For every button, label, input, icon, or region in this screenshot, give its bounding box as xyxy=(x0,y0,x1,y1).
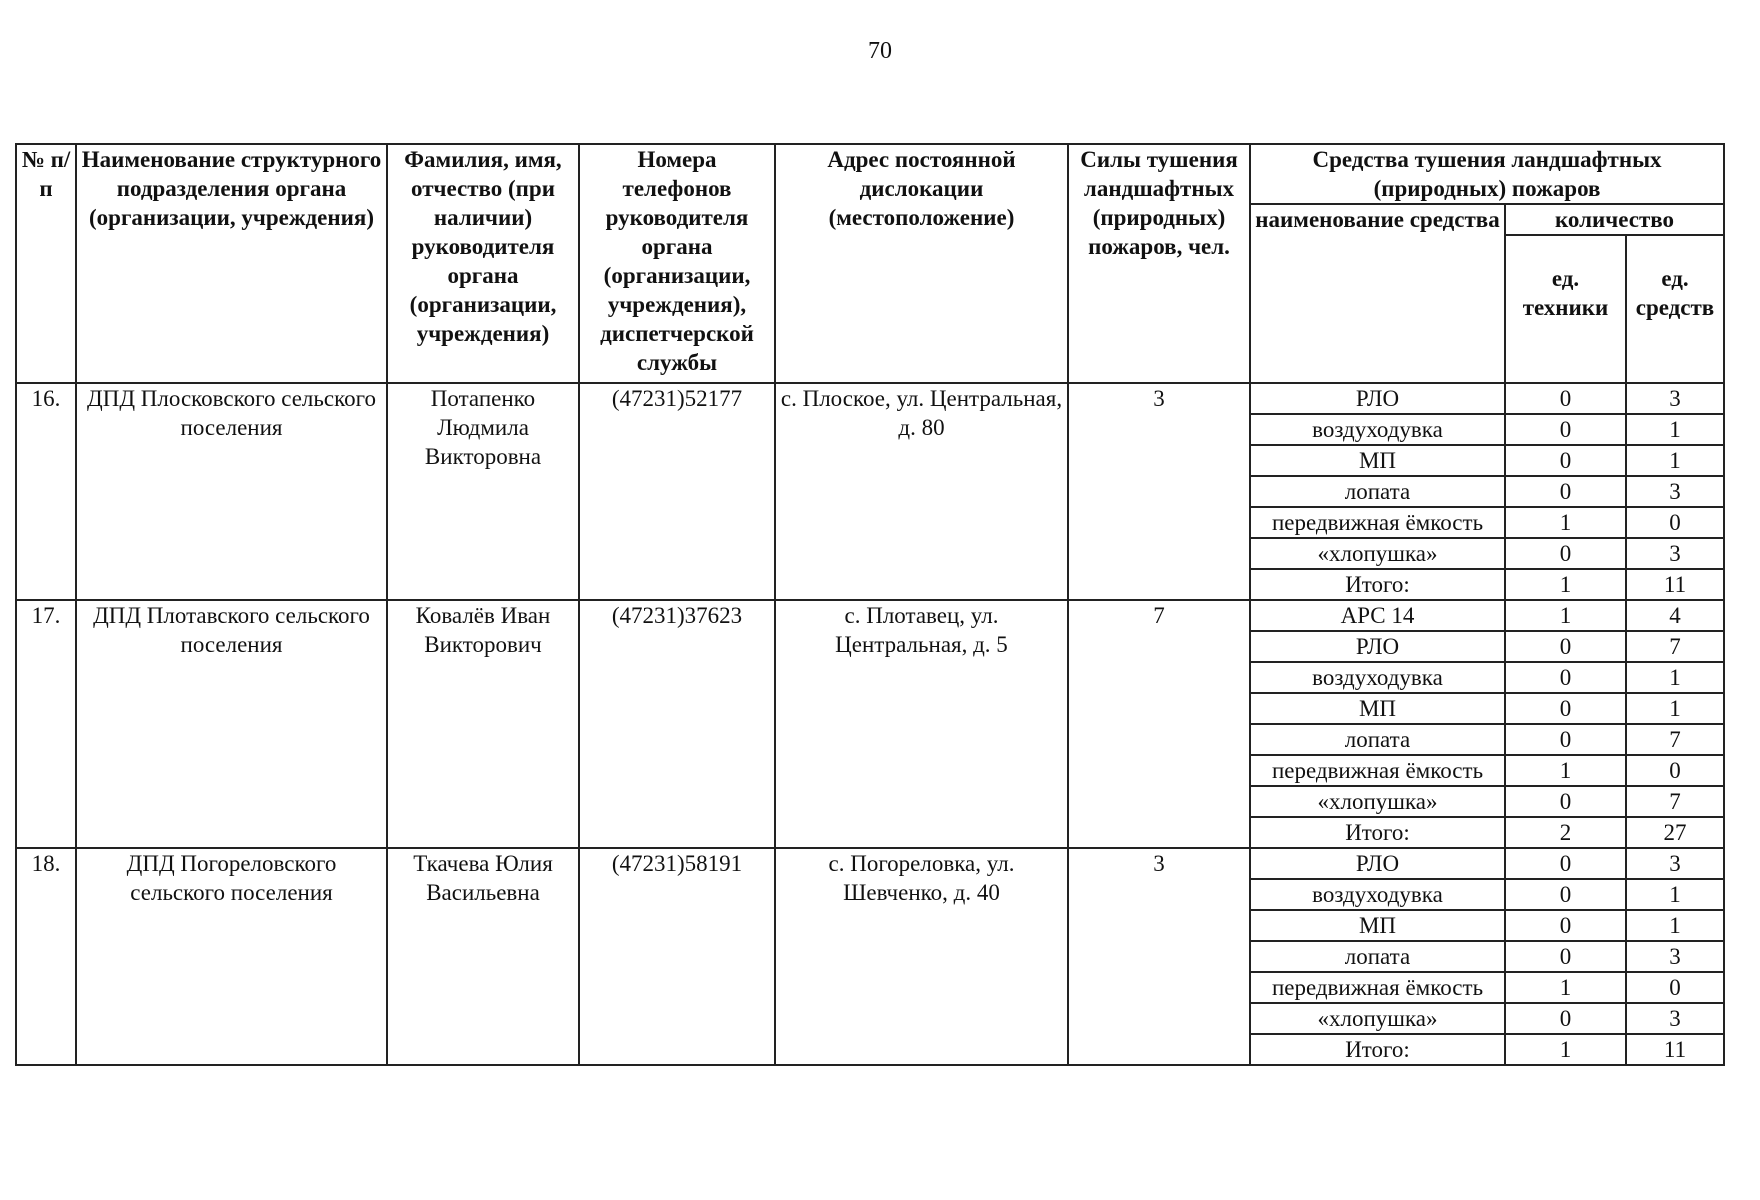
header-head: Фамилия, имя, отчество (при наличии) руководителя органа (организации, учреждения) xyxy=(387,144,579,383)
header-address: Адрес постоянной дислокации (местоположение) xyxy=(775,144,1068,383)
total-tech: 1 xyxy=(1505,1034,1626,1065)
means-name: РЛО xyxy=(1250,383,1505,414)
qty-means: 1 xyxy=(1626,445,1724,476)
qty-means: 4 xyxy=(1626,600,1724,631)
qty-means: 0 xyxy=(1626,972,1724,1003)
unit-name: ДПД Погореловского сельского поселения xyxy=(76,848,387,1065)
total-tech: 2 xyxy=(1505,817,1626,848)
qty-means: 1 xyxy=(1626,662,1724,693)
qty-tech: 1 xyxy=(1505,972,1626,1003)
header-phones: Номера телефонов руководителя органа (организации, учреждения), диспетчерской службы xyxy=(579,144,775,383)
qty-means: 1 xyxy=(1626,693,1724,724)
qty-means: 7 xyxy=(1626,724,1724,755)
qty-tech: 0 xyxy=(1505,476,1626,507)
head-name: Ковалёв Иван Викторович xyxy=(387,600,579,848)
means-name: «хлопушка» xyxy=(1250,786,1505,817)
qty-tech: 0 xyxy=(1505,693,1626,724)
qty-tech: 0 xyxy=(1505,1003,1626,1034)
phone-number: (47231)37623 xyxy=(579,600,775,848)
header-means-name: наименование средства xyxy=(1250,204,1505,383)
qty-tech: 0 xyxy=(1505,383,1626,414)
means-name: передвижная ёмкость xyxy=(1250,972,1505,1003)
qty-tech: 0 xyxy=(1505,414,1626,445)
means-name: МП xyxy=(1250,910,1505,941)
row-number: 16. xyxy=(16,383,76,600)
forces-count: 7 xyxy=(1068,600,1250,848)
total-tech: 1 xyxy=(1505,569,1626,600)
qty-means: 3 xyxy=(1626,383,1724,414)
means-name: лопата xyxy=(1250,941,1505,972)
header-qty-tech: ед. техники xyxy=(1505,235,1626,383)
head-name: Ткачева Юлия Васильевна xyxy=(387,848,579,1065)
head-name: Потапенко Людмила Викторовна xyxy=(387,383,579,600)
qty-tech: 0 xyxy=(1505,631,1626,662)
means-name: МП xyxy=(1250,445,1505,476)
means-name: лопата xyxy=(1250,724,1505,755)
qty-means: 3 xyxy=(1626,848,1724,879)
header-quantity: количество xyxy=(1505,204,1724,235)
qty-tech: 0 xyxy=(1505,445,1626,476)
means-name: РЛО xyxy=(1250,631,1505,662)
address: с. Плотавец, ул. Центральная, д. 5 xyxy=(775,600,1068,848)
table-header xyxy=(16,144,1724,383)
qty-tech: 0 xyxy=(1505,848,1626,879)
header-qty-means: ед. средств xyxy=(1626,235,1724,383)
address: с. Погореловка, ул. Шевченко, д. 40 xyxy=(775,848,1068,1065)
total-label: Итого: xyxy=(1250,569,1505,600)
qty-tech: 0 xyxy=(1505,724,1626,755)
row-number: 18. xyxy=(16,848,76,1065)
means-name: АРС 14 xyxy=(1250,600,1505,631)
total-means: 11 xyxy=(1626,569,1724,600)
qty-means: 0 xyxy=(1626,755,1724,786)
qty-means: 3 xyxy=(1626,538,1724,569)
table-row xyxy=(16,600,1724,631)
row-number: 17. xyxy=(16,600,76,848)
means-name: воздуходувка xyxy=(1250,879,1505,910)
table-row xyxy=(16,383,1724,414)
address: с. Плоское, ул. Центральная, д. 80 xyxy=(775,383,1068,600)
forces-count: 3 xyxy=(1068,848,1250,1065)
means-name: «хлопушка» xyxy=(1250,1003,1505,1034)
means-name: МП xyxy=(1250,693,1505,724)
qty-means: 1 xyxy=(1626,414,1724,445)
header-num: № п/п xyxy=(16,144,76,383)
total-means: 27 xyxy=(1626,817,1724,848)
header-forces: Силы тушения ландшафтных (природных) пожаров, чел. xyxy=(1068,144,1250,383)
qty-tech: 0 xyxy=(1505,879,1626,910)
qty-tech: 0 xyxy=(1505,662,1626,693)
total-label: Итого: xyxy=(1250,1034,1505,1065)
phone-number: (47231)52177 xyxy=(579,383,775,600)
qty-means: 7 xyxy=(1626,786,1724,817)
means-name: передвижная ёмкость xyxy=(1250,755,1505,786)
header-unit: Наименование структурного подразделения органа (организации, учреждения) xyxy=(76,144,387,383)
qty-means: 0 xyxy=(1626,507,1724,538)
means-name: передвижная ёмкость xyxy=(1250,507,1505,538)
fire-means-table xyxy=(15,143,1725,1066)
means-name: лопата xyxy=(1250,476,1505,507)
qty-tech: 0 xyxy=(1505,910,1626,941)
phone-number: (47231)58191 xyxy=(579,848,775,1065)
qty-means: 7 xyxy=(1626,631,1724,662)
means-name: воздуходувка xyxy=(1250,414,1505,445)
page-number: 70 xyxy=(868,38,892,64)
qty-tech: 1 xyxy=(1505,600,1626,631)
table-row xyxy=(16,848,1724,879)
qty-means: 3 xyxy=(1626,476,1724,507)
total-means: 11 xyxy=(1626,1034,1724,1065)
table-body xyxy=(16,383,1724,1065)
unit-name: ДПД Плосковского сельского поселения xyxy=(76,383,387,600)
qty-tech: 1 xyxy=(1505,507,1626,538)
unit-name: ДПД Плотавского сельского поселения xyxy=(76,600,387,848)
header-means: Средства тушения ландшафтных (природных) пожаров xyxy=(1250,144,1724,204)
qty-means: 3 xyxy=(1626,1003,1724,1034)
means-name: РЛО xyxy=(1250,848,1505,879)
qty-tech: 0 xyxy=(1505,538,1626,569)
qty-means: 1 xyxy=(1626,879,1724,910)
qty-tech: 0 xyxy=(1505,786,1626,817)
qty-tech: 1 xyxy=(1505,755,1626,786)
qty-tech: 0 xyxy=(1505,941,1626,972)
means-name: «хлопушка» xyxy=(1250,538,1505,569)
qty-means: 1 xyxy=(1626,910,1724,941)
forces-count: 3 xyxy=(1068,383,1250,600)
qty-means: 3 xyxy=(1626,941,1724,972)
means-name: воздуходувка xyxy=(1250,662,1505,693)
total-label: Итого: xyxy=(1250,817,1505,848)
